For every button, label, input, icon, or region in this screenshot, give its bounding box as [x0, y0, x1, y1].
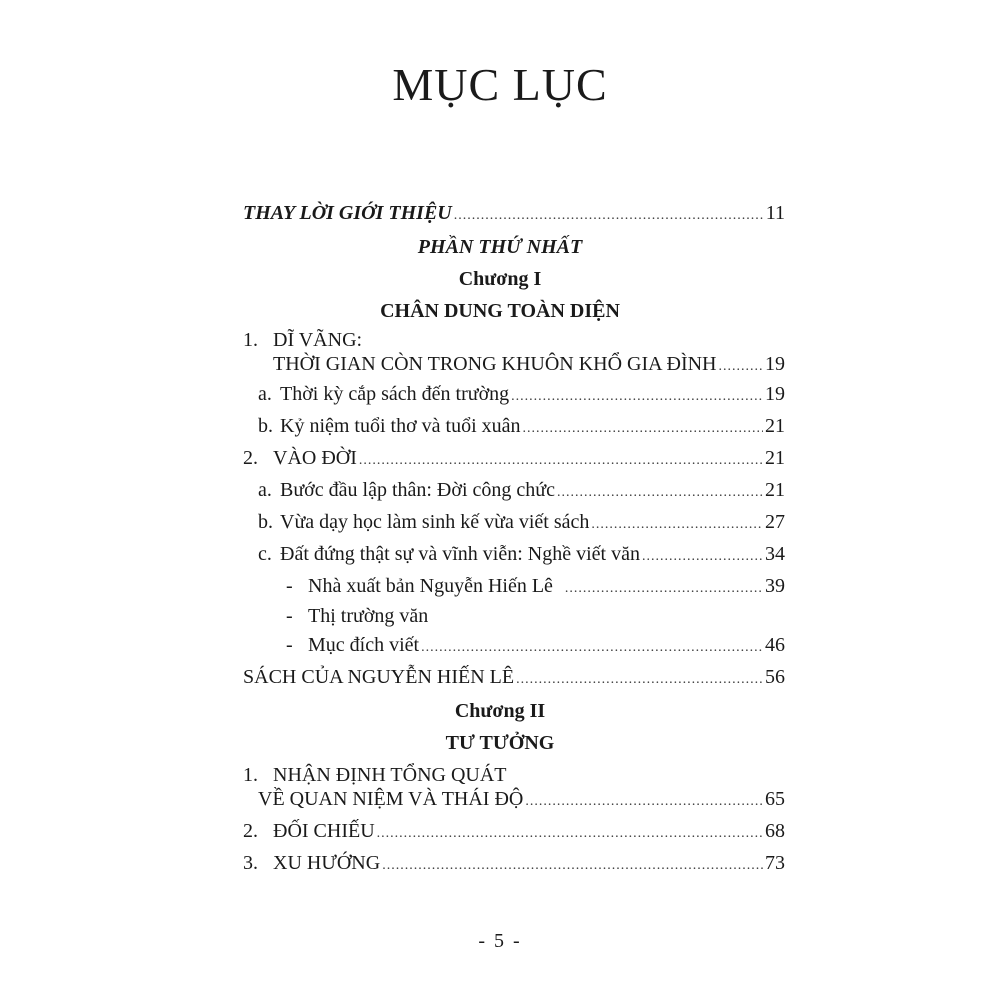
toc-entry-text: Nhà xuất bản Nguyễn Hiến Lê — [308, 575, 553, 597]
page-title: MỤC LỤC — [392, 59, 608, 110]
toc-entry-text: VÀO ĐỜI — [273, 447, 357, 469]
chapter-title: TƯ TƯỞNG — [445, 732, 555, 754]
leader-dots — [523, 414, 763, 444]
toc-entry-page: 73 — [765, 852, 785, 874]
toc-entry-text: Bước đầu lập thân: Đời công chức — [280, 479, 555, 501]
toc-entry-d2 — [286, 601, 785, 631]
leader-dots — [359, 446, 763, 476]
toc-entry-text: Thời kỳ cắp sách đến trường — [280, 383, 510, 405]
leader-dots — [565, 574, 763, 604]
toc-entry-s2b — [258, 507, 785, 537]
chapter-label: Chương II — [454, 700, 546, 722]
toc-entry-page: 27 — [765, 511, 785, 533]
toc-entry-bullet: - — [286, 575, 293, 597]
toc-entry-bullet: - — [286, 634, 293, 656]
toc-entry-page: 11 — [765, 202, 785, 224]
leader-dots — [557, 478, 763, 508]
toc-entry-s2a — [258, 475, 785, 505]
toc-entry-page: 21 — [765, 415, 785, 437]
toc-entry-number: 2. — [243, 820, 258, 842]
toc-entry-number: 1. — [243, 329, 258, 351]
page-number: - 5 - — [478, 930, 522, 952]
chapter-title: CHÂN DUNG TOÀN DIỆN — [380, 300, 620, 322]
toc-entry-s1b — [258, 411, 785, 441]
leader-dots — [382, 851, 763, 881]
toc-entry-page: 65 — [765, 788, 785, 810]
toc-entry-page: 46 — [765, 634, 785, 656]
toc-entry-text: NHẬN ĐỊNH TỔNG QUÁT — [273, 764, 507, 786]
toc-entry-s1 — [273, 349, 785, 379]
toc-entry-t3 — [243, 848, 785, 878]
toc-entry-page: 56 — [765, 666, 785, 688]
chapter-label: Chương I — [458, 268, 542, 290]
toc-entry-number: b. — [258, 415, 273, 437]
leader-dots — [525, 787, 763, 817]
toc-entry-page: 21 — [765, 447, 785, 469]
toc-entry-text: Mục đích viết — [308, 634, 420, 656]
toc-entry-s2c — [258, 539, 785, 569]
toc-entry-text: Vừa dạy học làm sinh kế vừa viết sách — [280, 511, 590, 533]
toc-entry-text: XU HƯỚNG — [273, 852, 381, 874]
leader-dots — [591, 510, 763, 540]
toc-entry-number: 2. — [243, 447, 258, 469]
toc-entry-bullet: - — [286, 605, 293, 627]
leader-dots — [454, 201, 764, 231]
toc-entry-text: VỀ QUAN NIỆM VÀ THÁI ĐỘ — [258, 788, 524, 810]
toc-entry-text: Thị trường văn — [308, 605, 429, 627]
toc-entry-books — [243, 662, 785, 692]
toc-entry-text: Đất đứng thật sự và vĩnh viễn: Nghề viết văn — [280, 543, 640, 565]
toc-entry-text: THỜI GIAN CÒN TRONG KHUÔN KHỔ GIA ĐÌNH — [273, 353, 717, 375]
leader-dots — [377, 819, 763, 849]
toc-entry-page: 19 — [765, 353, 785, 375]
toc-entry-number: 1. — [243, 764, 258, 786]
leader-dots — [642, 542, 763, 572]
toc-entry-number: a. — [258, 479, 272, 501]
toc-entry-s1a — [258, 379, 785, 409]
toc-entry-text: Kỷ niệm tuổi thơ và tuổi xuân — [280, 415, 521, 437]
toc-entry-text: ĐỐI CHIẾU — [273, 820, 375, 842]
leader-dots — [511, 382, 763, 412]
toc-entry-page: 21 — [765, 479, 785, 501]
leader-dots — [516, 665, 763, 695]
toc-entry-text: DĨ VÃNG: — [273, 329, 363, 351]
toc-entry-d1 — [286, 571, 785, 601]
toc-entry-number: b. — [258, 511, 273, 533]
toc-entry-s2 — [243, 443, 785, 473]
toc-entry-page: 34 — [765, 543, 785, 565]
leader-dots — [421, 633, 763, 663]
toc-entry-number: 3. — [243, 852, 258, 874]
part-heading: PHẦN THỨ NHẤT — [417, 236, 583, 258]
leader-dots — [719, 352, 764, 382]
toc-entry-page: 68 — [765, 820, 785, 842]
toc-entry-number: c. — [258, 543, 272, 565]
toc-entry-text: SÁCH CỦA NGUYỄN HIẾN LÊ — [243, 666, 515, 688]
toc-entry-page: 39 — [765, 575, 785, 597]
toc-entry-t2 — [243, 816, 785, 846]
toc-entry-intro — [243, 198, 785, 228]
toc-entry-page: 19 — [765, 383, 785, 405]
toc-entry-t1 — [258, 784, 785, 814]
toc-entry-number: a. — [258, 383, 272, 405]
toc-entry-d3 — [286, 630, 785, 660]
toc-entry-text: THAY LỜI GIỚI THIỆU — [243, 202, 452, 224]
